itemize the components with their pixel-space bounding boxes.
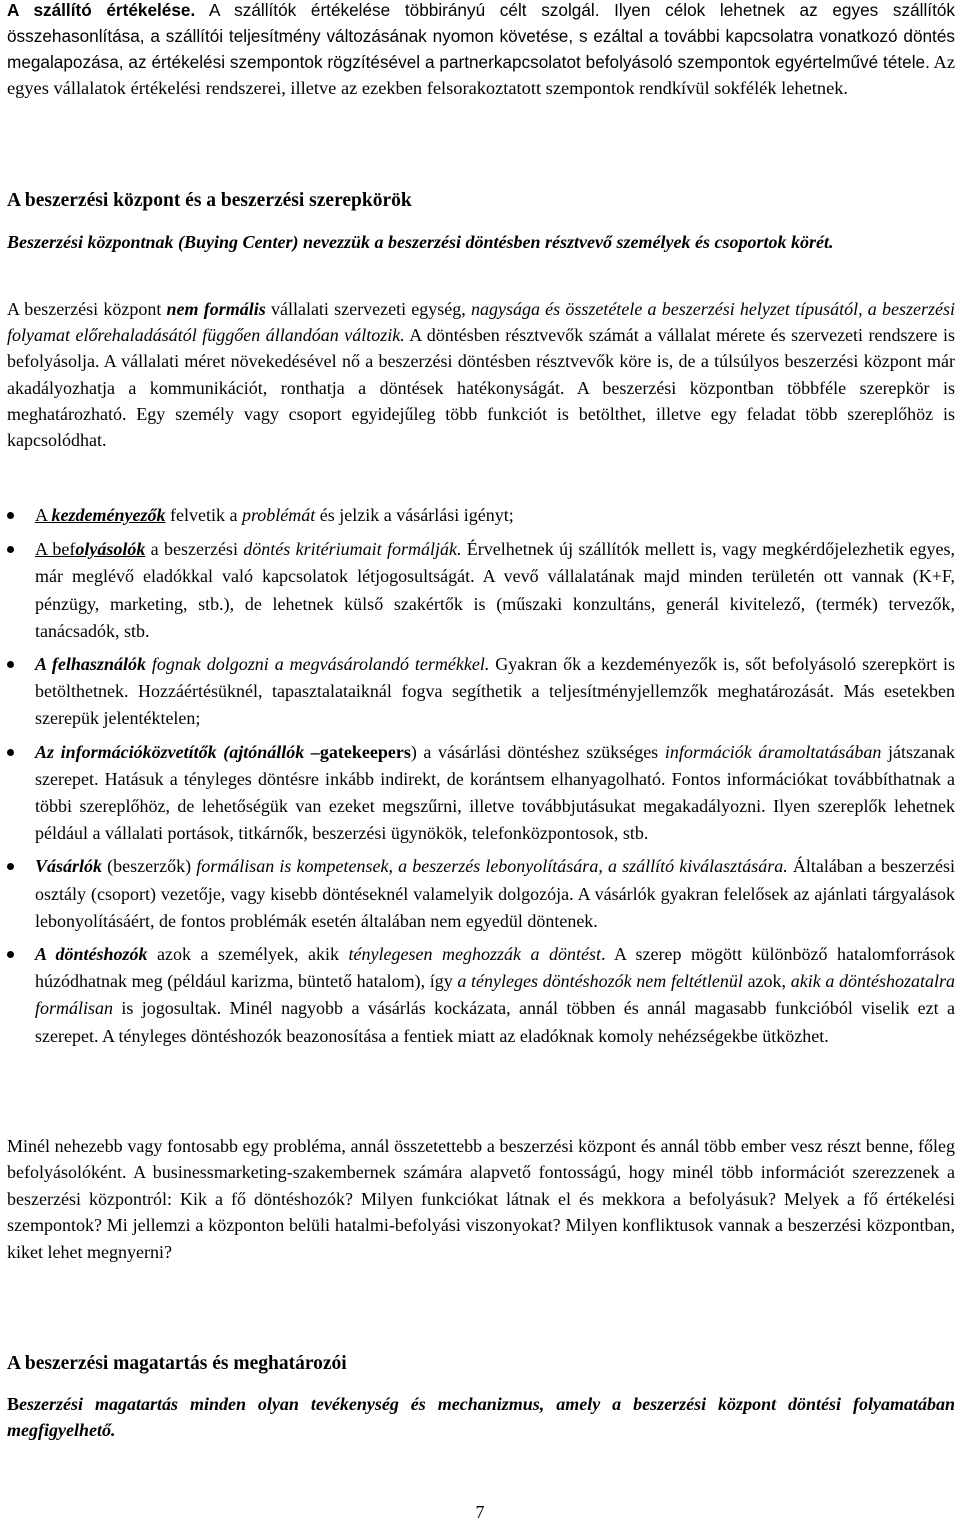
roles-list bbox=[7, 502, 955, 1050]
b1-b: kezdeményezők bbox=[51, 505, 166, 525]
list-item-gatekeepers bbox=[7, 739, 955, 848]
closing-paragraph bbox=[7, 1133, 955, 1265]
b5-a: Vásárlók bbox=[35, 856, 103, 877]
list-item-deciders bbox=[7, 941, 955, 1050]
page-number: 7 bbox=[475, 1502, 485, 1522]
b6-h: is jogosultak. Minél nagyobb a vásárlás kockázata, annál többen és annál magasabb funkcióból viselik ezt a szerepet. A tényleges döntéshozók beazonosítása a fentiek miatt az eladóknak komoly nehézségekbe ütközhet. bbox=[35, 998, 955, 1046]
section-heading-behaviour: A beszerzési magatartás és meghatározói bbox=[7, 1353, 347, 1374]
list-item-influencers bbox=[7, 536, 955, 645]
bullet-icon bbox=[7, 512, 14, 519]
behaviour-definition bbox=[7, 1392, 955, 1443]
b6-c: ténylegesen meghozzák a döntést bbox=[348, 944, 602, 965]
b2-e: Érvelhetnek új szállítók mellett is, vagy megkérdőjelezhetik egyes, már meglévő eladókkal való kapcsolatok létjogosultságát. A vevő vállalatának majd minden területén ott vannak (K+F, pénzügy, marketing, stb.), de lehetnek külső szakértők is (műszaki konzultáns, generál kivitelező, (termék) tervezők, tanácsadók, stb. bbox=[35, 539, 955, 641]
bullet-icon bbox=[7, 661, 14, 668]
definition-lead: B bbox=[7, 1394, 20, 1414]
b6-e: a tényleges döntéshozók nem feltétlenül bbox=[457, 971, 743, 992]
intro-text-1: A szállítók értékelése többirányú célt szolgál. Ilyen célok lehetnek az egyes szállítók összehasonlítása, a szállítói teljesítmény változásának nyomon követése, s ezáltal a további kapcsolatra vonatkozó döntés megalapozása, az értékelési szempontok rögzítésével a partnerkapcsolatot befolyásoló szempontok egyértelművé tétele. bbox=[7, 0, 955, 72]
b1-a: A bbox=[35, 505, 52, 525]
b1-c: felvetik a bbox=[165, 505, 242, 525]
intro-paragraph bbox=[7, 0, 955, 101]
buying-center-definition bbox=[7, 230, 955, 256]
b2-b: olyásolók bbox=[75, 539, 146, 560]
bullet-icon bbox=[7, 951, 14, 958]
intro-lead: A szállító értékelése. bbox=[7, 0, 196, 20]
b4-e: játszanak szerepet. Hatásuk a tényleges döntésre inkább indirekt, de korántsem elhanyagolható. Fontos információkat továbbíthatnak a többi szereplőhöz, de lehetőségük van ezeket megszűrni, illetve továbbjutásukat megakadályozni. Ilyen szereplők lehetnek például a vállalati portások, titkárnők, beszerzési ügynökök, telefonközpontosok, stb. bbox=[35, 741, 956, 844]
b6-g: akik a döntéshozatalra formálisan bbox=[35, 971, 955, 1019]
b2-c: a beszerzési bbox=[145, 539, 244, 560]
b3-b: fognak dolgozni a megvásárolandó termékkel. bbox=[145, 654, 490, 675]
section-heading-buying-center: A beszerzési központ és a beszerzési szerepkörök bbox=[7, 190, 412, 211]
behaviour-definition-text: eszerzési magatartás minden olyan tevékenység és mechanizmus, amely a beszerzési központ döntési folyamatában megfigyelhető. bbox=[7, 1394, 955, 1440]
b6-d: . A szerep mögött különböző hatalomforrások húzódhatnak meg (például karizma, büntető hatalom), így bbox=[35, 944, 956, 992]
b5-b: (beszerzők) bbox=[102, 856, 197, 877]
b1-d: problémát bbox=[241, 505, 316, 525]
p1-c: vállalati szervezeti egység, bbox=[265, 299, 471, 319]
b4-c: ) a vásárlási döntéshez szükséges bbox=[410, 741, 665, 762]
list-item-users bbox=[7, 651, 955, 733]
closing-text: Minél nehezebb vagy fontosabb egy probléma, annál összetettebb a beszerzési központ és annál több ember vesz részt benne, főleg befolyásolóként. A businessmarketing-szakembernek számára alapvető fontosságú, hogy minél több információt szerezzenek a beszerzési központról: Kik a fő döntéshozók? Milyen funkciókat látnak el és mekkora a befolyásuk? Melyek a fő értékelési szempontok? Mi jellemzi a központon belüli hatalmi-befolyási viszonyokat? Milyen konfliktusok vannak a beszerzési központban, kiket lehet megnyerni? bbox=[7, 1136, 955, 1262]
list-item-initiators bbox=[7, 502, 955, 529]
b3-c: Gyakran ők a kezdeményezők is, sőt befolyásoló szerepkört is betölthetnek. Hozzáértésüknél, tapasztalataiknál fogva segíthetik a teljesítményjellemzők meghatározását. Más esetekben szerepük jelentéktelen; bbox=[35, 654, 955, 729]
intro-text-2: Az egyes vállalatok értékelési rendszerei, illetve az ezekben felsorakoztatott szempontok rendkívül sokfélék lehetnek. bbox=[7, 52, 955, 98]
bullet-icon bbox=[7, 546, 14, 553]
b6-b: azok a személyek, akik bbox=[147, 944, 349, 965]
p1-e: A döntésben résztvevők számát a vállalat mérete és szervezeti rendszere is befolyásolja. A vállalati méret növekedésével nő a beszerzési döntésben résztvevők köre is, de a túlsúlyos beszerzési központ már akadályozhatja a kommunikációt, ronthatja a döntések hatékonyságát. A beszerzési központban többféle szerepkör is meghatározható. Egy személy vagy csoport egyidejűleg több funkciót is betölthet, illetve egy feladat több szereplőhöz is kapcsolódhat. bbox=[7, 325, 955, 451]
b2-a: A bef bbox=[35, 539, 76, 560]
b5-c: formálisan is kompetensek, a beszerzés lebonyolítására, a szállító kiválasztására. bbox=[196, 856, 788, 877]
bullet-icon bbox=[7, 749, 14, 756]
buying-center-paragraph bbox=[7, 296, 955, 453]
b6-a: A döntéshozók bbox=[35, 944, 148, 965]
definition-text: Beszerzési központnak (Buying Center) nevezzük a beszerzési döntésben résztvevő személyek és csoportok körét. bbox=[7, 232, 834, 252]
b3-a: A felhasználók bbox=[35, 654, 146, 675]
b4-a: Az információközvetítők (ajtónállók – bbox=[35, 741, 320, 762]
b4-b: gatekeepers bbox=[319, 741, 411, 762]
p1-a: A beszerzési központ bbox=[7, 299, 167, 319]
b6-f: azok, bbox=[742, 971, 791, 992]
p1-d: nagysága és összetétele a beszerzési helyzet típusától, a beszerzési folyamat előrehaladásától függően állandóan változik. bbox=[7, 299, 955, 346]
b4-d: információk áramoltatásában bbox=[664, 741, 882, 762]
p1-b: nem formális bbox=[166, 299, 266, 319]
b5-d: Általában a beszerzési osztály (csoport) vezetője, vagy kisebb döntéseknél valamelyik dolgozója. A vásárlók gyakran felelősek az ajánlati tárgyalások lebonyolításáért, de fontos problémák esetén általában nem egyedül döntenek. bbox=[35, 856, 955, 931]
b1-e: és jelzik a vásárlási igényt; bbox=[315, 505, 514, 525]
b2-d: döntés kritériumait formálják. bbox=[243, 539, 462, 560]
list-item-buyers bbox=[7, 853, 955, 935]
bullet-icon bbox=[7, 863, 14, 870]
